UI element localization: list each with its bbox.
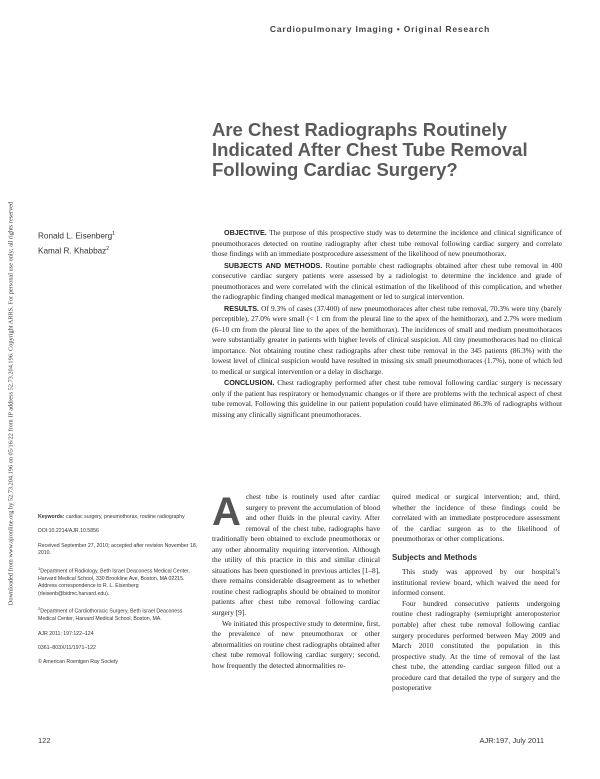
abstract-results: RESULTS. Of 9.3% of cases (37/400) of new pneumothoraces after chest tube removal, 70.3% were tiny (barely perceptible), 27.0% were small (< 1 cm from the pleural line to the apex of the hemithorax), and 2.7% were medium (6–10 cm from the pleural line to the apex of the hemithorax). The incidences of small and medium pneumothoraces were substantially greater in patients with higher levels of clinical suspicion. All tiny pneumothoraces had no clinical importance. Not obtaining routine chest radiographs after chest tube removal in the 345 patients (86.3%) with the lowest level of clinical suspicion would have resulted in missing six small pneumothoraces (1.7%), none of which led to medical or surgical intervention or a delay in discharge.: [212, 303, 562, 376]
author: Ronald L. Eisenberg$^1$: [38, 231, 115, 241]
body-column-right: [392, 492, 560, 694]
affiliation-1: $^1$Department of Radiology, Beth Israel Deaconess Medical Center, Harvard Medical School, 330 Brookline Ave, Boston, MA 02215. Address correspondence to R. L. Eisenberg (rleisenb@bidmc.harvard.edu).: [38, 565, 190, 597]
body-column-left: [212, 492, 380, 671]
article-metadata: [38, 514, 198, 674]
doi: DOI:10.2214/AJR.10.5856: [38, 528, 99, 535]
journal-footer: AJR:197, July 2011: [479, 736, 544, 745]
body-paragraph: Four hundred consecutive patients undergoing routine chest radiography (semiupright anteroposterior portable) after chest tube removal following cardiac surgery procedures performed between May 2009 and March 2010 constituted the population in this prospective study. At the time of removal of the last chest tube, the attending cardiac surgeon filled out a procedure card that detailed the type of surgery and the postoperative: [392, 598, 560, 693]
body-paragraph: We initiated this prospective study to determine, first, the prevalence of new pneumothorax or other abnormalities on routine chest radiographs obtained after chest tube removal following cardiac surgery; second, how frequently the detected abnormalities re-: [212, 618, 380, 670]
abstract-conclusion: CONCLUSION. Chest radiography performed after chest tube removal following cardiac surgery is necessary only if the patient has respiratory or hemodynamic changes or if there are problems with the technical aspect of chest tube removal. Following this guideline in our patient population could have eliminated 86.3% of radiographs without missing any clinically significant pneumothoraces.: [212, 378, 562, 419]
keywords: Keywords: cardiac surgery, pneumothorax, routine radiography: [38, 514, 185, 520]
download-notice-text: Downloaded from www.ajronline.org by 52.73.204.196 on 05/16/22 from IP address 52.73.204.196. Copyright ARRS. For personal use only; all rights reserved: [7, 201, 15, 606]
abstract-methods: SUBJECTS AND METHODS. Routine portable chest radiographs obtained after chest tube removal in 400 consecutive cardiac surgery patients were assessed by a radiologist to determine the incidence and grade of pneumothoraces and were correlated with the clinical estimation of the likelihood of this complication, and whether the radiographic finding changed medical management or led to surgical intervention.: [212, 260, 562, 301]
affiliation-2: $^2$Department of Cardiothoracic Surgery, Beth Israel Deaconess Medical Center, Harvard Medical School, Boston, MA.: [38, 605, 183, 623]
abstract: [212, 228, 562, 421]
author: Kamal R. Khabbaz$^2$: [38, 245, 110, 256]
received-dates: Received September 27, 2010; accepted after revision November 18, 2010.: [38, 542, 198, 557]
running-header: Cardiopulmonary Imaging • Original Research: [269, 24, 491, 34]
drop-cap: A: [212, 490, 241, 534]
body-paragraph: Achest tube is routinely used after cardiac surgery to prevent the accumulation of blood and other fluids in the pleural cavity. After removal of the chest tube, radiographs have traditionally been obtained to exclude pneumothorax or any other abnormality requiring intervention. Although the utility of this practice in this and similar clinical situations has been questioned in previous articles [1–8], there remains considerable disagreement as to whether routine chest radiographs should be obtained to monitor patients after chest tube removal following cardiac surgery [9].: [212, 490, 380, 618]
author-list: [38, 228, 198, 257]
section-heading: Subjects and Methods: [392, 552, 477, 562]
download-side-note: [6, 170, 16, 640]
copyright: © American Roentgen Ray Society: [38, 659, 118, 666]
article-title: Are Chest Radiographs Routinely Indicated After Chest Tube Removal Following Cardiac Surgery?: [212, 119, 528, 180]
citation: AJR 2011; 197:122–124: [38, 630, 94, 637]
body-paragraph: This study was approved by our hospital’s institutional review board, which waived the need for informed consent.: [392, 567, 560, 598]
page-number: 122: [38, 736, 51, 745]
abstract-objective: OBJECTIVE. The purpose of this prospective study was to determine the incidence and clinical significance of pneumothoraces detected on routine radiography after chest tube removal following cardiac surgery and correlate those findings with an immediate postprocedure assessment of the likelihood of new pneumothorax.: [212, 228, 562, 258]
issn: 0361–803X/11/1971–122: [38, 644, 96, 651]
body-paragraph: quired medical or surgical intervention; and, third, whether the incidence of these findings could be correlated with an immediate postprocedure assessment of the cardiac surgeon as to the likelihood of pneumothorax or other complications.: [392, 492, 560, 544]
